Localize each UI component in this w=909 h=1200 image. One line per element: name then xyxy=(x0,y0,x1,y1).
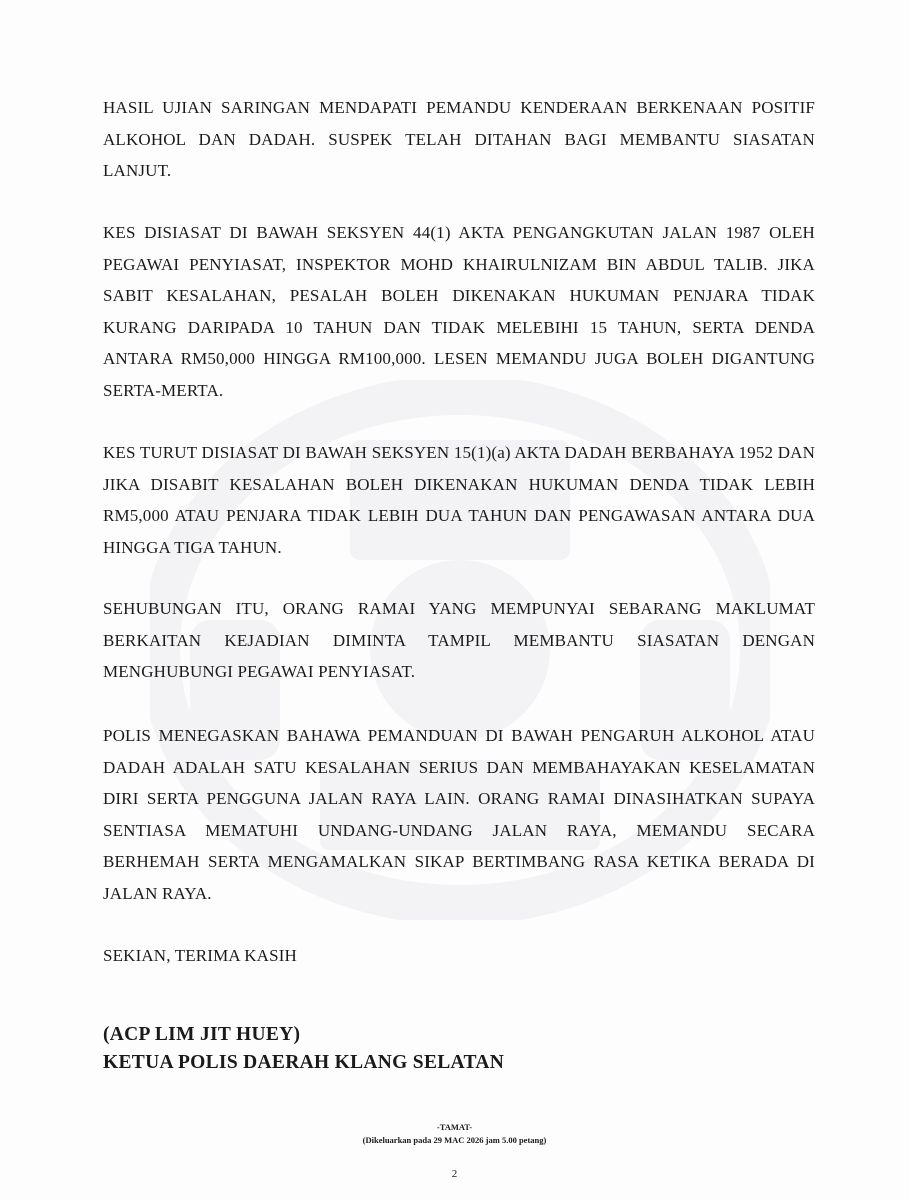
paragraph-dangerous-drugs-act: KES TURUT DISIASAT DI BAWAH SEKSYEN 15(1)(a) AKTA DADAH BERBAHAYA 1952 DAN JIKA DISABIT KESALAHAN BOLEH DIKENAKAN HUKUMAN DENDA TIDAK LEBIH RM5,000 ATAU PENJARA TIDAK LEBIH DUA TAHUN DAN PENGAWASAN ANTARA DUA HINGGA TIGA TAHUN. xyxy=(103,443,815,557)
paragraph-public-appeal: SEHUBUNGAN ITU, ORANG RAMAI YANG MEMPUNYAI SEBARANG MAKLUMAT BERKAITAN KEJADIAN DIMINTA TAMPIL MEMBANTU SIASATAN DENGAN MENGHUBUNGI PEGAWAI PENYIASAT. xyxy=(103,599,815,681)
paragraph-police-advisory: POLIS MENEGASKAN BAHAWA PEMANDUAN DI BAWAH PENGARUH ALKOHOL ATAU DADAH ADALAH SATU KESALAHAN SERIUS DAN MEMBAHAYAKAN KESELAMATAN DIRI SERTA PENGGUNA JALAN RAYA LAIN. ORANG RAMAI DINASIHATKAN SUPAYA SENTIASA MEMATUHI UNDANG-UNDANG JALAN RAYA, MEMANDU SECARA BERHEMAH SERTA MENGAMALKAN SIKAP BERTIMBANG RASA KETIKA BERADA DI JALAN RAYA. xyxy=(103,726,815,903)
paragraph-road-transport-act: KES DISIASAT DI BAWAH SEKSYEN 44(1) AKTA PENGANGKUTAN JALAN 1987 OLEH PEGAWAI PENYIASAT, INSPEKTOR MOHD KHAIRULNIZAM BIN ABDUL TALIB. JIKA SABIT KESALAHAN, PESALAH BOLEH DIKENAKAN HUKUMAN PENJARA TIDAK KURANG DARIPADA 10 TAHUN DAN TIDAK MELEBIHI 15 TAHUN, SERTA DENDA ANTARA RM50,000 HINGGA RM100,000. LESEN MEMANDU JUGA BOLEH DIGANTUNG SERTA-MERTA. xyxy=(103,223,815,400)
page-number: 2 xyxy=(451,1168,458,1180)
issued-timestamp: (Dikeluarkan pada 29 MAC 2026 jam 5.00 petang) xyxy=(362,1135,547,1145)
signatory-name: (ACP LIM JIT HUEY) xyxy=(103,1024,301,1045)
closing-greeting: SEKIAN, TERIMA KASIH xyxy=(103,946,297,965)
signatory-title: KETUA POLIS DAERAH KLANG SELATAN xyxy=(103,1052,505,1073)
end-marker: -TAMAT- xyxy=(436,1122,473,1132)
paragraph-screening-result: HASIL UJIAN SARINGAN MENDAPATI PEMANDU KENDERAAN BERKENAAN POSITIF ALKOHOL DAN DADAH. SUSPEK TELAH DITAHAN BAGI MEMBANTU SIASATAN LANJUT. xyxy=(103,98,815,180)
